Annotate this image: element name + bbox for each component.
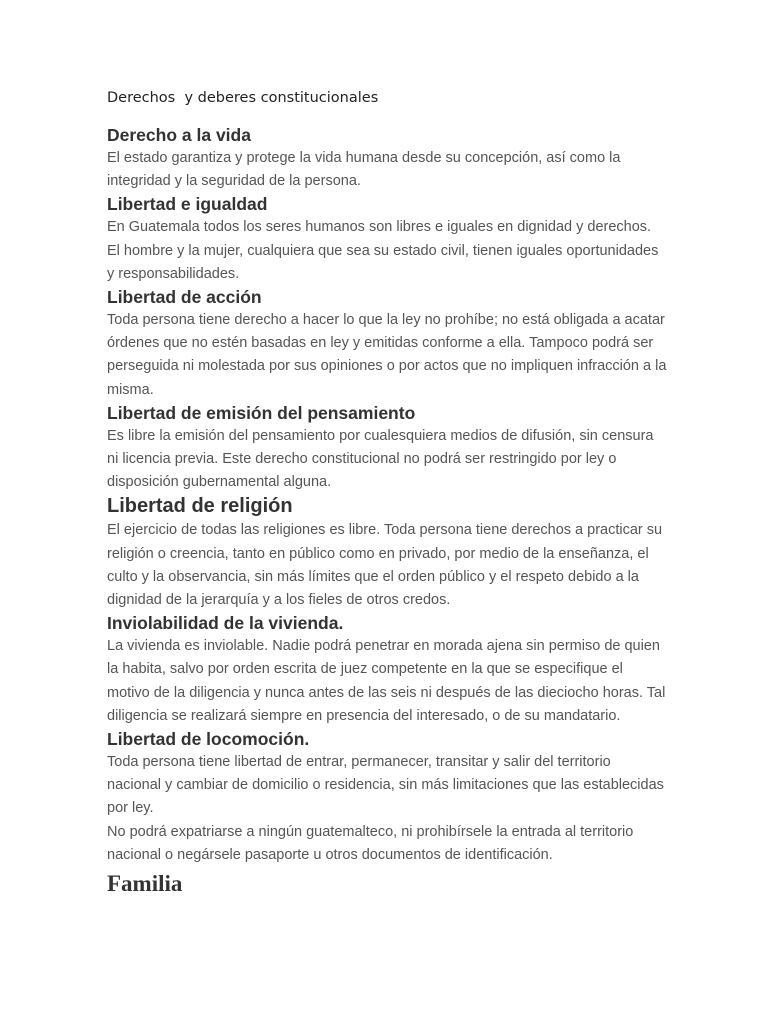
section-derecho-a-la-vida [107,124,667,193]
section-libertad-de-religion [107,494,667,612]
document-content [107,124,667,898]
section-paragraph: Es libre la emisión del pensamiento por cualesquiera medios de difusión, sin censura ni licencia previa. Este derecho constitucional no podrá ser restringido por ley o disposición gubernamental alguna. [107,427,654,491]
section-heading: Derecho a la vida [107,125,251,145]
section-heading: Inviolabilidad de la vivienda. [107,613,344,634]
section-heading: Libertad de emisión del pensamiento [107,402,416,423]
section-inviolabilidad-vivienda [107,612,667,728]
section-paragraph: Toda persona tiene derecho a hacer lo que la ley no prohíbe; no está obligada a acatar órdenes que no estén basadas en ley y emitidas conforme a ella. Tampoco podrá ser perseguida ni molestada por sus opiniones o por actos que no impliquen infracción a la misma. [107,312,667,398]
section-paragraph: El ejercicio de todas las religiones es libre. Toda persona tiene derechos a practicar su religión o creencia, tanto en público como en privado, por medio de la enseñanza, el culto y la observancia, sin más límites que el orden público y el respeto debido a la dignidad de la jerarquía y a los fieles de otros credos. [107,522,663,609]
section-heading: Libertad de religión [107,495,293,518]
section-libertad-de-accion [107,286,667,402]
section-heading: Familia [107,871,183,897]
section-paragraph: En Guatemala todos los seres humanos son libres e iguales en dignidad y derechos. El hombre y la mujer, cualquiera que sea su estado civil, tienen iguales oportunidades y responsabilidades. [107,219,659,282]
document-title: Derechos y deberes constitucionales [107,90,379,106]
section-paragraph: No podrá expatriarse a ningún guatemalteco, ni prohibírsele la entrada al territorio nacional o negársele pasaporte u otros documentos de identificación. [107,823,634,863]
section-familia [107,869,667,898]
section-libertad-e-igualdad [107,193,667,286]
section-libertad-de-emision [107,402,667,495]
section-heading: Libertad de locomoción. [107,729,310,750]
section-heading: Libertad de acción [107,287,262,308]
section-heading: Libertad e igualdad [107,194,268,215]
section-paragraph: La vivienda es inviolable. Nadie podrá penetrar en morada ajena sin permiso de quien la habita, salvo por orden escrita de juez competente en la que se especifique el motivo de la diligencia y nunca antes de las seis ni después de las dieciocho horas. Tal diligencia se realizará siempre en presencia del interesado, o de su mandatario. [107,638,666,724]
section-paragraph: El estado garantiza y protege la vida humana desde su concepción, así como la integridad y la seguridad de la persona. [107,150,621,190]
section-libertad-de-locomocion [107,728,667,867]
section-paragraph: Toda persona tiene libertad de entrar, permanecer, transitar y salir del territorio nacional y cambiar de domicilio o residencia, sin más limitaciones que las establecidas por ley. [107,754,664,817]
